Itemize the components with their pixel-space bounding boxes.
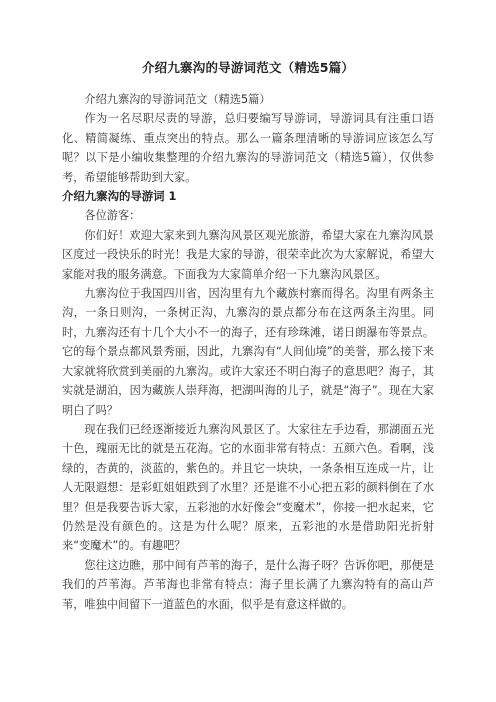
body-paragraph-1: 你们好！欢迎大家来到九寨沟风景区观光旅游，希望大家在九寨沟风景区度过一段快乐的时光！我是大家的导游，很荣幸此次为大家解说，希望大家能对我的服务满意。下面我为大家简单介绍一下九寨沟风景区。 bbox=[62, 228, 434, 281]
intro-paragraph: 作为一名尽职尽责的导游，总归要编写导游词，导游词具有注重口语化、精简凝练、重点突出的特点。那么一篇条理清晰的导游词应该怎么写呢？以下是小编收集整理的介绍九寨沟的导游词范文（精选5篇），仅供参考，希望能够帮助到大家。 bbox=[62, 112, 434, 184]
body-paragraph-4: 您往这边瞧，那中间有芦苇的海子，是什么海子呀？告诉你吧，那便是我们的芦苇海。芦苇海也非常有特点：海子里长满了九寨沟特有的高山芦苇，唯独中间留下一道蓝色的水面，似乎是有意这样做的。 bbox=[62, 558, 434, 611]
document-title: 介绍九寨沟的导游词范文（精选5篇） bbox=[141, 60, 355, 75]
greeting-paragraph: 各位游客： bbox=[84, 209, 141, 223]
subtitle-paragraph: 介绍九寨沟的导游词范文（精选5篇） bbox=[84, 93, 271, 106]
body-paragraph-3: 现在我们已经逐渐接近九寨沟风景区了。大家往左手边看，那湖面五光十色，瑰丽无比的就是五花海。它的水面非常有特点：五颜六色。看啊，浅绿的，杏黄的，淡蓝的，紫色的。并且它一块块，一条条相互连成一片，让人无限遐想：是彩虹姐姐跌到了水里？还是谁不小心把五彩的颜料倒在了水里？但是我要告诉大家，五彩池的水好像会“变魔术”，你接一把水起来，它仍然是没有颜色的。这是为什么呢？原来，五彩池的水是借助阳光折射来“变魔术”的。有趣吧？ bbox=[62, 422, 434, 553]
section-heading: 介绍九寨沟的导游词 1 bbox=[62, 189, 177, 204]
body-paragraph-2: 九寨沟位于我国四川省，因沟里有九个藏族村寨而得名。沟里有两条主沟，一条日则沟，一条树正沟，九寨沟的景点都分布在这两条主沟里。同时，九寨沟还有十几个大小不一的海子，还有珍珠滩，诺日朗瀑布等景点。它的每个景点都风景秀丽，因此，九寨沟有“人间仙境”的美誉，那么接下来大家就将欣赏到美丽的九寨沟。或许大家还不明白海子的意思吧？海子，其实就是湖泊，因为藏族人崇拜海，把湖叫海的儿子，就是“海子”。现在大家明白了吗？ bbox=[62, 287, 434, 417]
